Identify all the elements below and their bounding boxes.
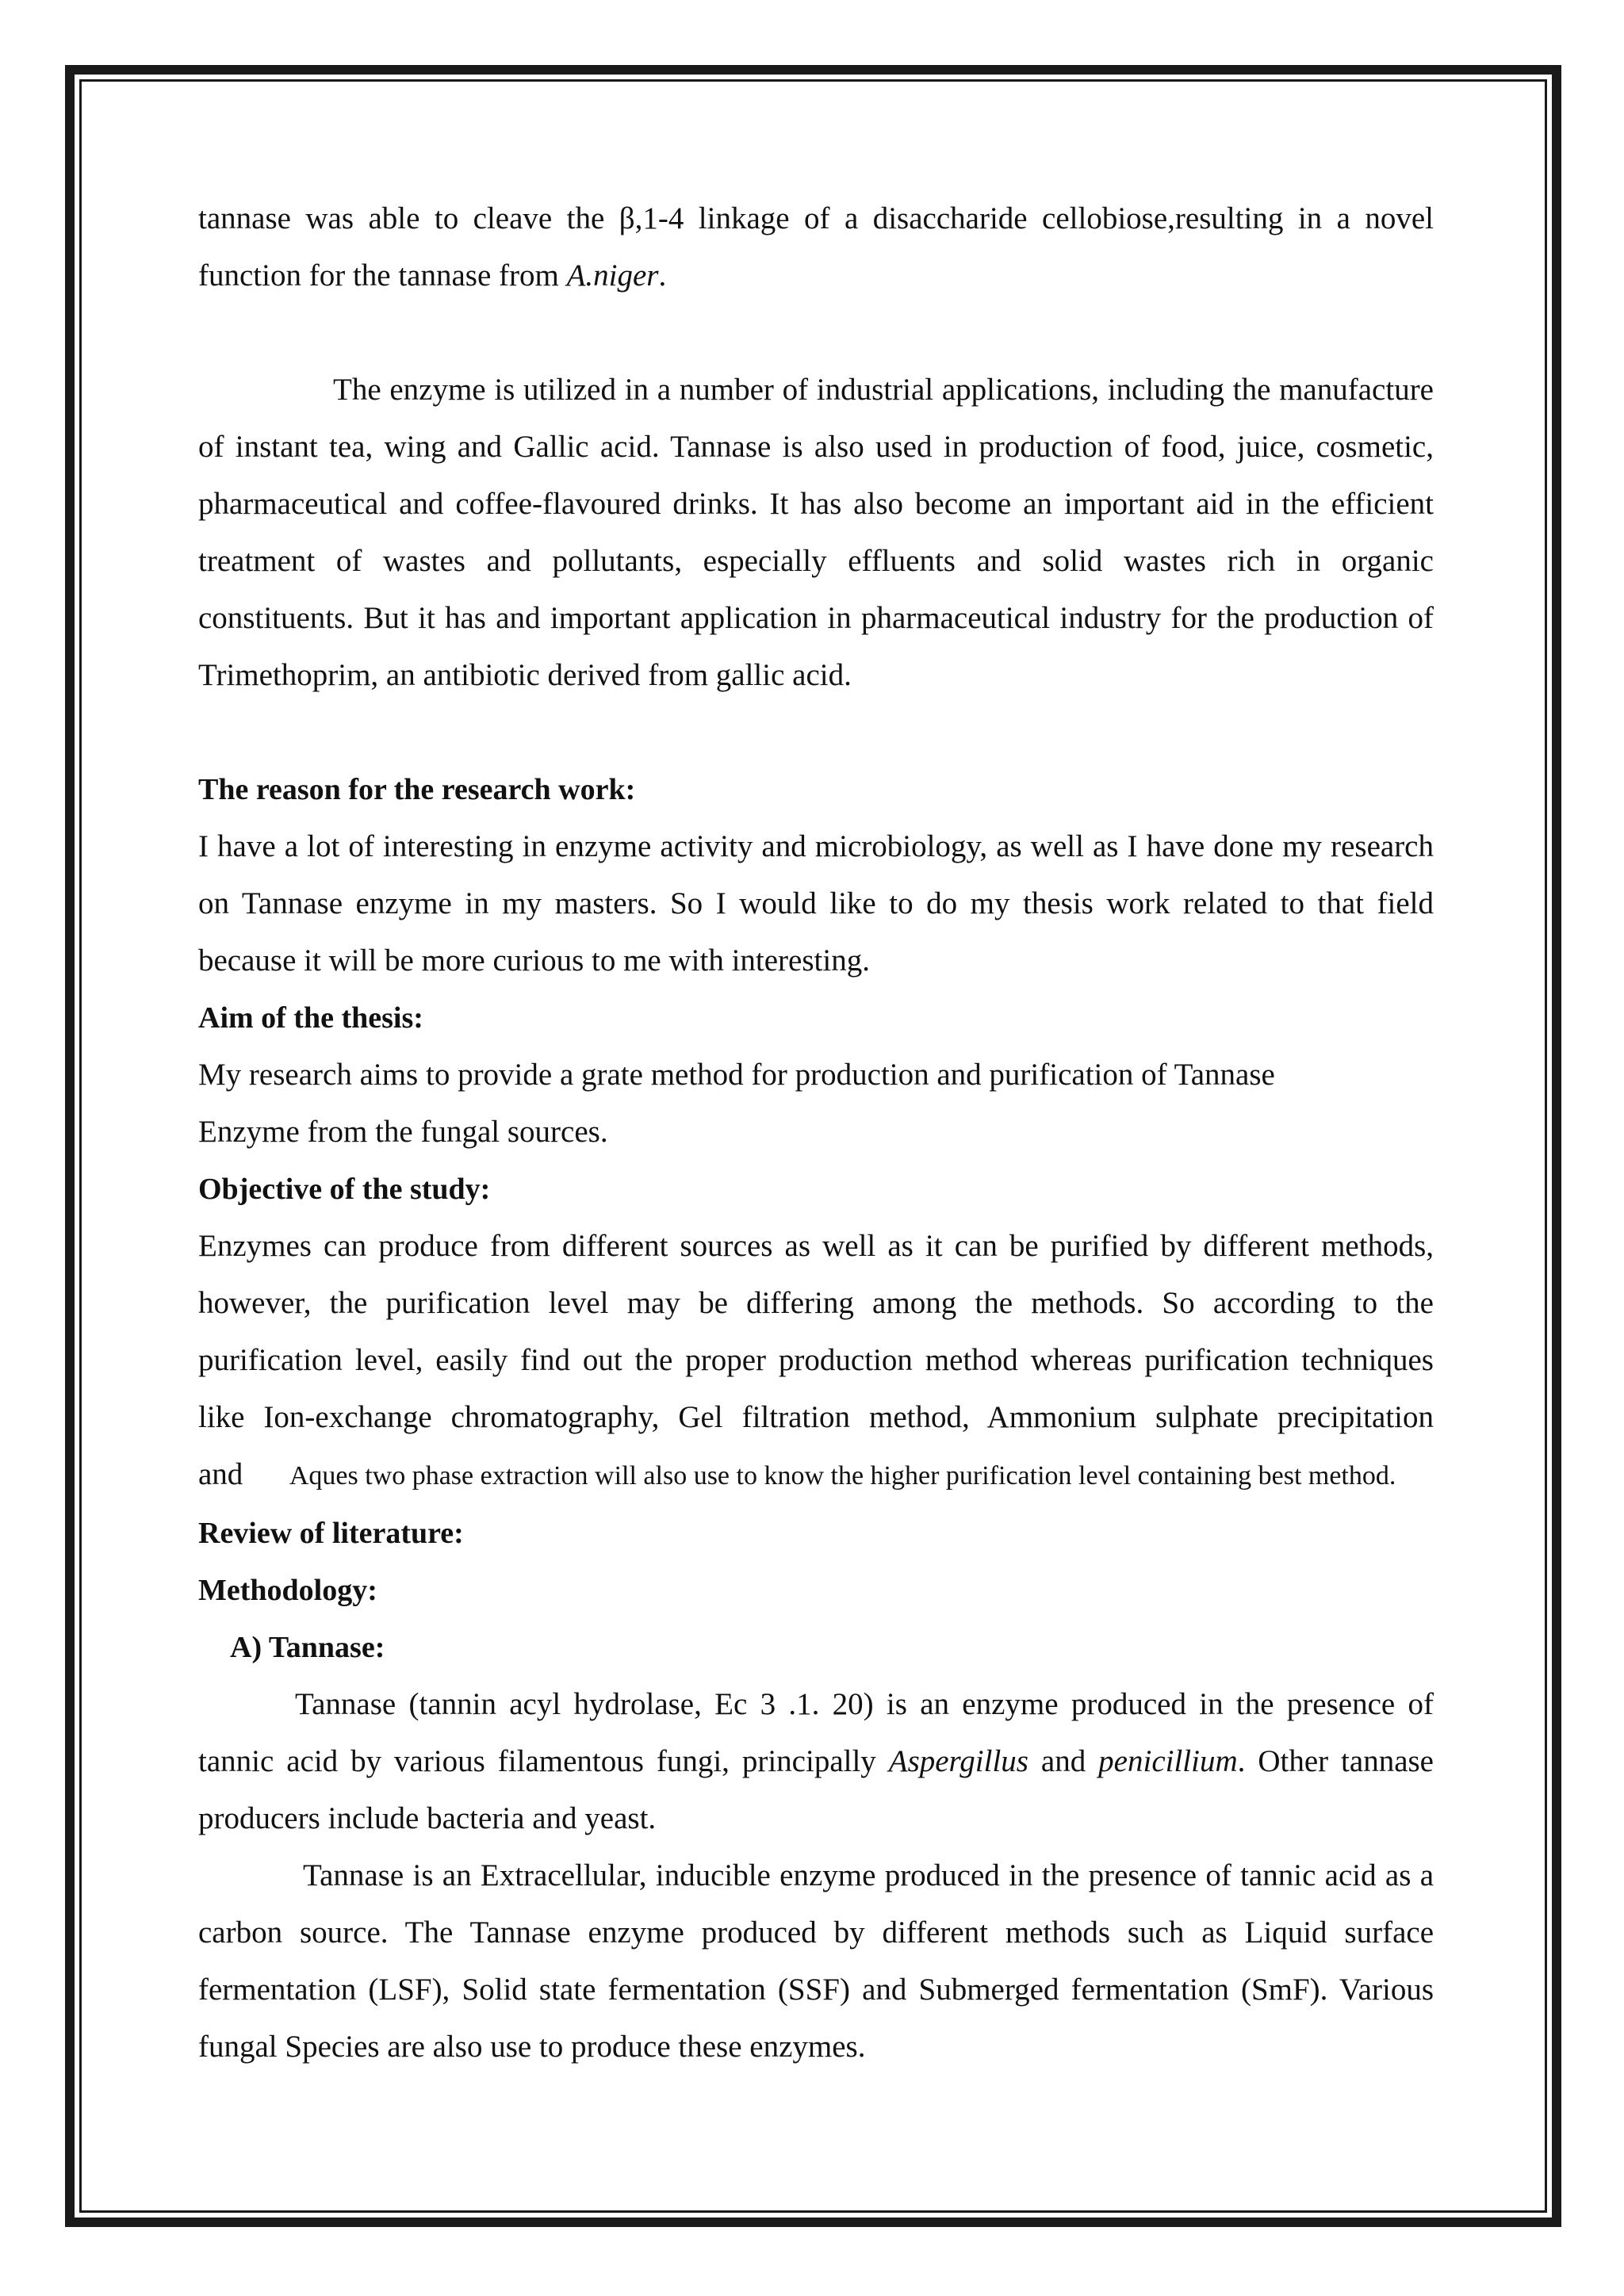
tannase-p1-text-c: . Other tannase producers include bacteria and yeast. <box>198 1744 1434 1835</box>
aim-line-2: Enzyme from the fungal sources. <box>198 1115 608 1149</box>
applications-paragraph: The enzyme is utilized in a number of industrial applications, including the manufacture of instant tea, wing and Gallic acid. Tannase is also used in production of food, juice, cosmetic, pharmaceutical and coffee-flavoured drinks. It has also become an important aid in the efficient treatment of wastes and pollutants, especially effluents and solid wastes rich in organic constituents. But it has and important application in pharmaceutical industry for the production of Trimethoprim, an antibiotic derived from gallic acid. <box>198 373 1434 692</box>
intro-text: tannase was able to cleave the β,1-4 linkage of a disaccharide cellobiose,resulting in a novel function for the tannase from <box>198 201 1434 293</box>
aim-line-1: My research aims to provide a grate method for production and purification of Tannase <box>198 1058 1275 1092</box>
intro-paragraph <box>198 190 1434 304</box>
tannase-p1-text-b: and <box>1028 1744 1099 1778</box>
intro-end: . <box>658 258 667 293</box>
tannase-paragraph-1 <box>198 1676 1434 1847</box>
reason-heading: The reason for the research work: <box>198 773 636 806</box>
species-penicillium: penicillium <box>1098 1744 1238 1778</box>
tannase-p1-text-a: Tannase (tannin acyl hydrolase, Ec 3 .1. 20) is an enzyme produced in the presence of tannic acid by various filamentous fungi, principally <box>198 1687 1434 1778</box>
document-body <box>198 190 1434 2076</box>
objective-text-small: Aques two phase extraction will also use to know the higher purification level containing best method. <box>289 1461 1396 1490</box>
tannase-paragraph-2: Tannase is an Extracellular, inducible enzyme produced in the presence of tannic acid as a carbon source. The Tannase enzyme produced by different methods such as Liquid surface fermentation (LSF), Solid state fermentation (SSF) and Submerged fermentation (SmF). Various fungal Species are also use to produce these enzymes. <box>198 1858 1434 2064</box>
intro-species: A.niger <box>566 258 659 293</box>
aim-heading: Aim of the thesis: <box>198 1001 423 1035</box>
tannase-subheading: A) Tannase: <box>230 1631 385 1664</box>
objective-paragraph <box>198 1218 1434 1505</box>
species-aspergillus: Aspergillus <box>888 1744 1028 1778</box>
methodology-heading: Methodology: <box>198 1574 377 1607</box>
reason-paragraph: I have a lot of interesting in enzyme activity and microbiology, as well as I have done my research on Tannase enzyme in my masters. So I would like to do my thesis work related to that field because it will be more curious to me with interesting. <box>198 829 1434 978</box>
review-heading: Review of literature: <box>198 1517 464 1550</box>
objective-heading: Objective of the study: <box>198 1173 491 1206</box>
objective-text: Enzymes can produce from different sources as well as it can be purified by different methods, however, the purification level may be differing among the methods. So according to the purification level, easily find out the proper production method whereas purification techniques like Ion-exchange chromatography, Gel filtration method, Ammonium sulphate precipitation and <box>198 1229 1434 1491</box>
